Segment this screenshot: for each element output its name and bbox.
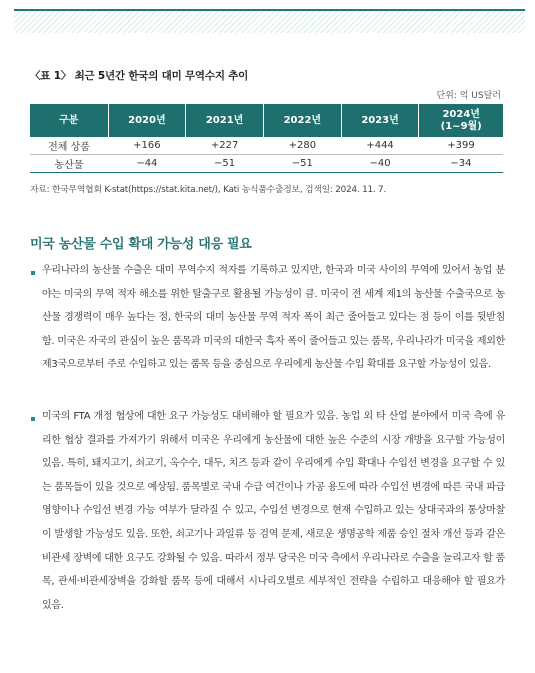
table-caption (30, 68, 248, 83)
header-hatch-decoration (14, 11, 525, 33)
row-label: 전체 상품 (30, 137, 108, 155)
table-cell: −51 (263, 155, 341, 173)
body-paragraph-2: 미국의 FTA 개정 협상에 대한 요구 가능성도 대비해야 할 필요가 있음. 농업 외 타 산업 분야에서 미국 측에 유리한 협상 결과를 가져가기 위해서 미국은 우리에게 농산물에 대한 높은 수준의 시장 개방을 요구할 가능성이 있음. 특히, 돼지고기, 쇠고기, 옥수수, 대두, 치즈 등과 같이 우리에게 수입 확대나 수입선 변경을 요구할 수 있는 품목들이 있을 것으로 예상됨. 품목별로 국내 수급 여건이나 가공 용도에 따라 수입선 변경에 따른 국내 파급 영향이나 수입선 변경 가능 여부가 달라질 수 있고, 수입선 변경으로 현재 수입하고 있는 상대국과의 통상마찰이 발생할 가능성도 있음. 또한, 쇠고기나 과일류 등 검역 문제, 새로운 생명공학 제품 승인 절차 개선 등과 같은 비관세 장벽에 대한 요구도 강화될 수 있음. 따라서 정부 당국은 미국 측에서 우리나라로 수출을 늘리고자 할 품목, 관세·비관세장벽을 강화할 품목 등에 대해서 시나리오별로 세부적인 전략을 수립하고 대응해야 할 필요가 있음. (42, 411, 505, 611)
table-cell: +280 (263, 137, 341, 155)
bullet-icon (31, 271, 35, 275)
header-cell-2024: 2024년 (1~9월) (419, 104, 503, 137)
table-cell: +444 (341, 137, 419, 155)
table-row (30, 155, 503, 173)
table-cell: −44 (108, 155, 186, 173)
table-cell: +227 (186, 137, 264, 155)
header-cell-2020: 2020년 (108, 104, 186, 137)
body-paragraph-1: 우리나라의 농산물 수출은 대미 무역수지 적자를 기록하고 있지만, 한국과 미국 사이의 무역에 있어서 농업 분야는 미국의 무역 적자 해소를 위한 탈출구로 활용될 가능성이 큼. 미국이 전 세계 제1의 농산물 수출국으로 농산물 경쟁력이 매우 높다는 점, 한국의 대미 농산물 무역 적자 폭이 최근 줄어들고 있다는 점 등이 이를 뒷받침함. 미국은 자국의 관심이 높은 품목과 미국의 대한국 흑자 폭이 줄어들고 있는 품목, 우리나라가 미국을 제외한 제3국으로부터 주로 수입하고 있는 품목 등을 중심으로 우리에게 농산물 수입 확대를 요구할 가능성이 있음. (42, 265, 505, 371)
table-cell: +399 (419, 137, 503, 155)
header-cell-2021: 2021년 (186, 104, 264, 137)
table-cell: −40 (341, 155, 419, 173)
trade-balance-table (30, 104, 503, 173)
table-cell: −34 (419, 155, 503, 173)
header-cell-2023: 2023년 (341, 104, 419, 137)
table-source-note: 자료: 한국무역협회 K-stat(https://stat.kita.net/), Kati 농식품수출정보, 검색일: 2024. 11. 7. (30, 185, 387, 195)
header-cell-category: 구분 (30, 104, 108, 137)
header-cell-2022: 2022년 (263, 104, 341, 137)
table-unit: 단위: 억 US달러 (436, 91, 501, 101)
table-cell: +166 (108, 137, 186, 155)
row-label: 농산물 (30, 155, 108, 173)
bullet-icon (31, 417, 35, 421)
section-heading: 미국 농산물 수입 확대 가능성 대응 필요 (30, 237, 252, 252)
table-cell: −51 (186, 155, 264, 173)
table-row (30, 137, 503, 155)
table-header-row (30, 104, 503, 137)
table-number: 〈표 1〉 (30, 70, 72, 82)
table-title: 최근 5년간 한국의 대미 무역수지 추이 (74, 70, 249, 82)
